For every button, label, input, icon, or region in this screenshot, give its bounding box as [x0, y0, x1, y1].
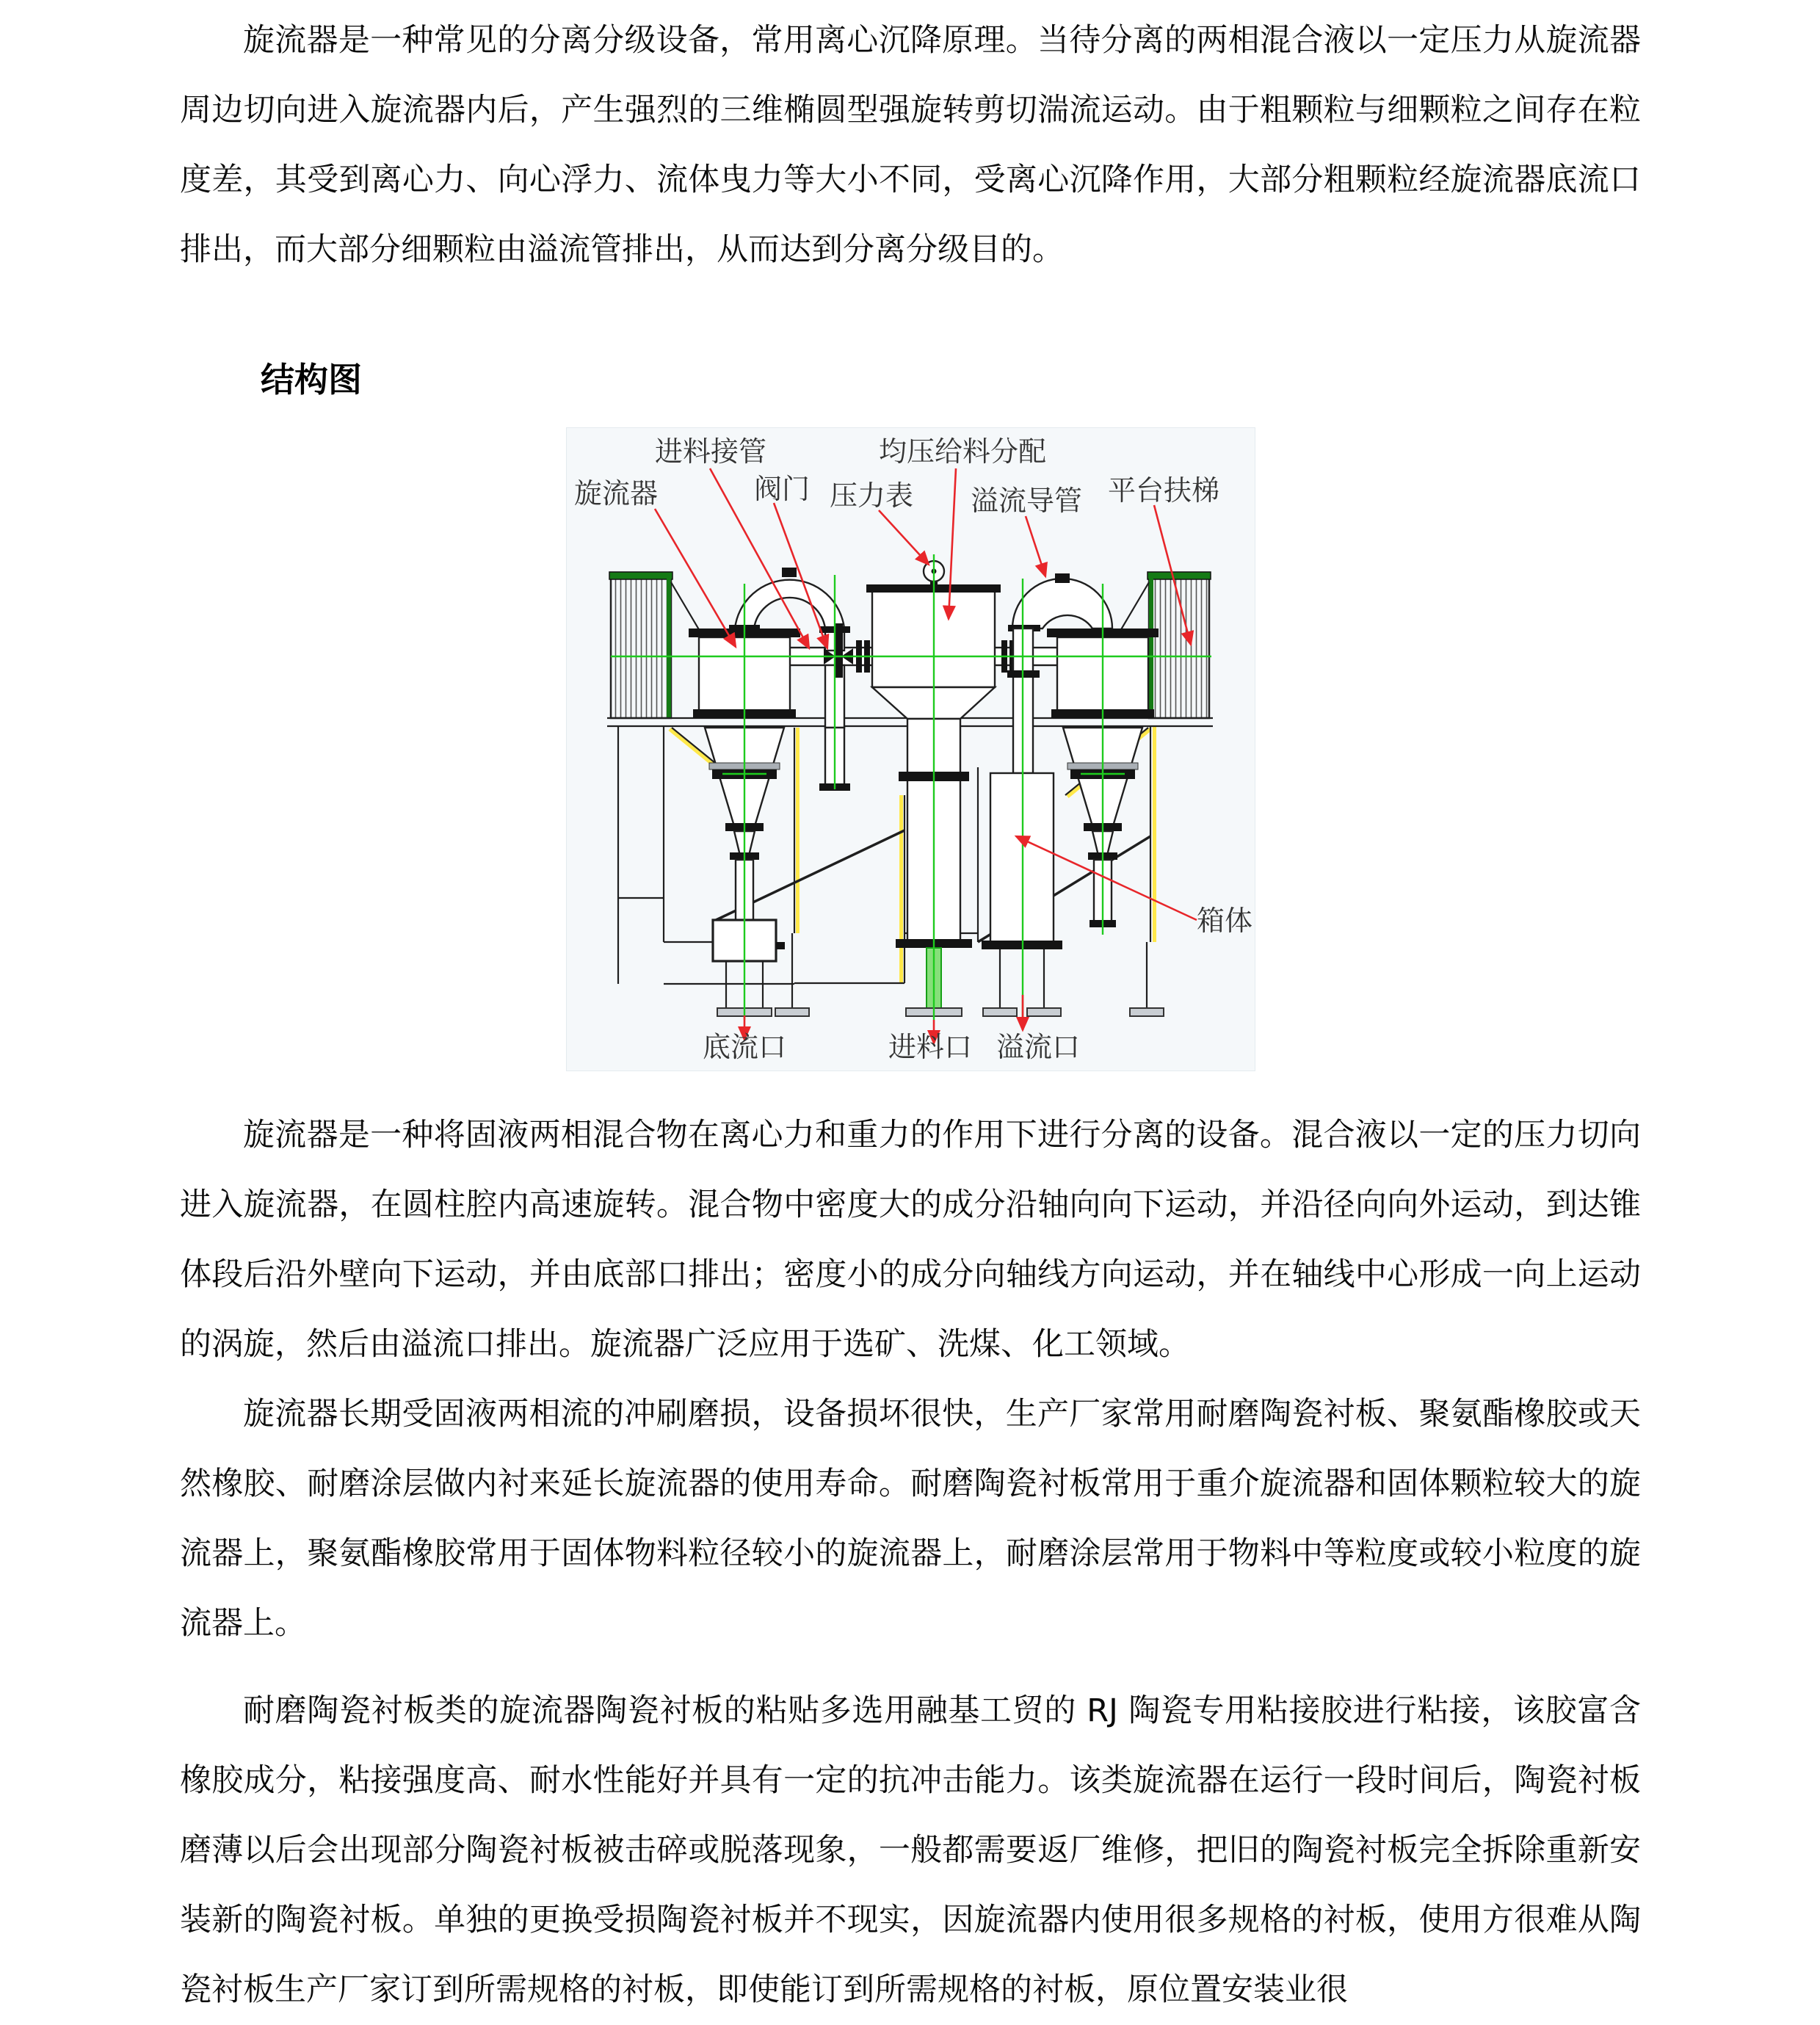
label-valve: 阀门 — [753, 473, 810, 505]
label-feed-pipe: 进料接管 — [654, 435, 766, 468]
label-overflow-duct: 溢流导管 — [970, 485, 1082, 517]
cyclone-structure-diagram — [566, 427, 1255, 1071]
label-tank: 箱体 — [1196, 905, 1252, 937]
label-feed-inlet: 进料口 — [888, 1031, 972, 1063]
label-overflow-outlet: 溢流口 — [996, 1031, 1080, 1063]
left-u-bend-pipe — [729, 568, 844, 631]
section-heading: 结构图 — [261, 360, 362, 399]
label-platform-ladder: 平台扶梯 — [1107, 474, 1219, 507]
paragraph-ceramic-liner-repair: 耐磨陶瓷衬板类的旋流器陶瓷衬板的粘贴多选用融基工贸的 RJ 陶瓷专用粘接胶进行粘接，该胶富含橡胶成分，粘接强度高、耐水性能好并具有一定的抗冲击能力。该类旋流器在运行一段时间后，陶瓷衬板磨薄以后会出现部分陶瓷衬板被击碎或脱落现象，一般都需要返厂维修，把旧的陶瓷衬板完全拆除重新安装新的陶瓷衬板。单独的更换受损陶瓷衬板并不现实，因旋流器内使用很多规格的衬板，使用方很难从陶瓷衬板生产厂家订到所需规格的衬板，即使能订到所需规格的衬板，原位置安装业很 — [180, 1692, 1641, 2008]
label-distributor: 均压给料分配 — [878, 435, 1046, 468]
right-u-bend-pipe — [1008, 573, 1112, 631]
foundation-pads — [717, 1008, 1164, 1016]
underflow-sump — [713, 920, 785, 1008]
label-cyclone: 旋流器 — [573, 477, 658, 510]
label-underflow-outlet: 底流口 — [702, 1031, 786, 1063]
paragraph-wear-liners: 旋流器长期受固液两相流的冲刷磨损，设备损坏很快，生产厂家常用耐磨陶瓷衬板、聚氨酯橡胶或天然橡胶、耐磨涂层做内衬来延长旋流器的使用寿命。耐磨陶瓷衬板常用于重介旋流器和固体颗粒较大的旋流器上，聚氨酯橡胶常用于固体物料粒径较小的旋流器上，耐磨涂层常用于物料中等粒度或较小粒度的旋流器上。 — [180, 1396, 1641, 1642]
paragraph-intro: 旋流器是一种常见的分离分级设备，常用离心沉降原理。当待分离的两相混合液以一定压力从旋流器周边切向进入旋流器内后，产生强烈的三维椭圆型强旋转剪切湍流运动。由于粗颗粒与细颗粒之间存在粒度差，其受到离心力、向心浮力、流体曳力等大小不同，受离心沉降作用，大部分粗颗粒经旋流器底流口排出，而大部分细颗粒由溢流管排出，从而达到分离分级目的。 — [180, 22, 1641, 268]
paragraph-principle: 旋流器是一种将固液两相混合物在离心力和重力的作用下进行分离的设备。混合液以一定的压力切向进入旋流器，在圆柱腔内高速旋转。混合物中密度大的成分沿轴向向下运动，并沿径向向外运动，到达锥体段后沿外壁向下运动，并由底部口排出；密度小的成分向轴线方向运动，并在轴线中心形成一向上运动的涡旋，然后由溢流口排出。旋流器广泛应用于选矿、洗煤、化工领域。 — [180, 1117, 1641, 1363]
label-pressure-gauge: 压力表 — [829, 479, 913, 512]
structure-diagram-figure — [566, 427, 1255, 1071]
